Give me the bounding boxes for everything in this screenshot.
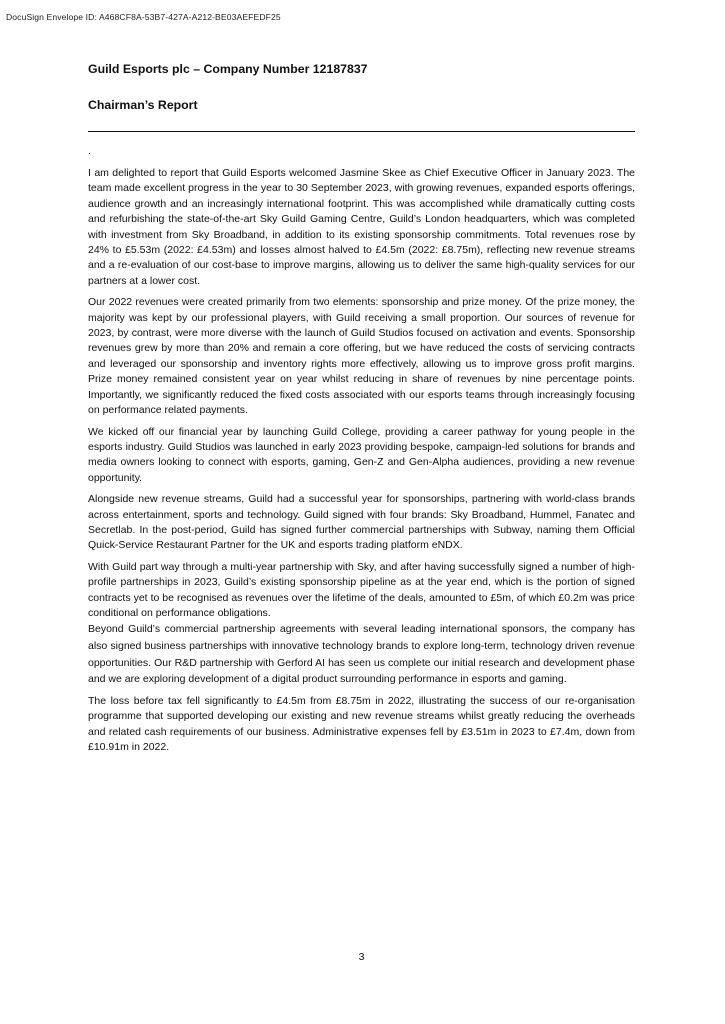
paragraph-revenues: Our 2022 revenues were created primarily from two elements: sponsorship and prize money. Of the prize money, the majority was kept by our professional players, with Guild receiving a small proportion. Our sources of revenue for 2023, by contrast, were more diverse with the launch of Guild Studios focused on activation and events. Sponsorship revenues grew by more than 20% and remain a core offering, but we have reduced the costs of servicing contracts and leveraged our sponsorship and inventory rights more effectively, allowing us to improve gross profit margins. Prize money remained consistent year on year whilst reducing in share of revenues by nine percentage points. Importantly, we significantly reduced the fixed costs associated with our esports teams through increasingly focusing on performance related payments. bbox=[88, 296, 635, 417]
company-heading: Guild Esports plc – Company Number 12187837 bbox=[88, 62, 368, 76]
divider-rule bbox=[88, 131, 635, 132]
paragraph-sponsorships: Alongside new revenue streams, Guild had a successful year for sponsorships, partnering with world-class brands across entertainment, sports and technology. Guild signed with four brands: Sky Broadband, Hummel, Fanatec and Secretlab. In the post-period, Guild has signed further commercial partnerships with Subway, naming them Official Quick-Service Restaurant Partner for the UK and esports trading platform eNDX. bbox=[88, 493, 635, 552]
paragraph-loss-before-tax: The loss before tax fell significantly to £4.5m from £8.75m in 2022, illustrating the success of our re-organisation programme that supported developing our existing and new revenue streams whilst greatly reducing the overheads and related cash requirements of our business. Administrative expenses fell by £3.51m in 2023 to £7.4m, down from £10.91m in 2022. bbox=[88, 694, 635, 753]
report-title: Chairman’s Report bbox=[88, 98, 198, 112]
paragraph-sky-partnership: With Guild part way through a multi-year partnership with Sky, and after having successfully signed a number of high-profile partnerships in 2023, Guild’s existing sponsorship pipeline as at the year end, which is the portion of signed contracts yet to be recognised as revenues over the lifetime of the deals, amounted to £5m, of which £0.2m was price conditional on performance obligations. bbox=[88, 560, 635, 619]
paragraph-guild-college: We kicked off our financial year by launching Guild College, providing a career pathway for young people in the esports industry. Guild Studios was launched in early 2023 providing bespoke, campaign-led solutions for brands and media owners looking to connect with esports, gaming, Gen-Z and Gen-Alpha audiences, providing a new revenue opportunity. bbox=[88, 425, 635, 484]
page-number: 3 bbox=[358, 951, 365, 963]
stray-dot: . bbox=[88, 146, 91, 157]
paragraph-technology-partnerships: Beyond Guild’s commercial partnership agreements with several leading international sponsors, the company has also signed business partnerships with innovative technology brands to explore long-term, technology driven revenue opportunities. Our R&D partnership with Gerford AI has seen us complete our initial research and development phase and we are exploring development of a digital product surrounding performance in esports and gaming. bbox=[88, 623, 635, 686]
report-body bbox=[88, 166, 635, 755]
paragraph-intro: I am delighted to report that Guild Esports welcomed Jasmine Skee as Chief Executive Officer in January 2023. The team made excellent progress in the year to 30 September 2023, with growing revenues, expanded esports offerings, audience growth and an increasingly international footprint. This was accomplished while dramatically cutting costs and refurbishing the state-of-the-art Sky Guild Gaming Centre, Guild’s London headquarters, which was completed with investment from Sky Broadband, in addition to its existing sponsorship commitments. Total revenues rose by 24% to £5.53m (2022: £4.53m) and losses almost halved to £4.5m (2022: £8.75m), reflecting new revenue streams and a re-evaluation of our cost-base to improve margins, allowing us to deliver the same high-quality services for our partners at a lower cost. bbox=[88, 167, 635, 287]
docusign-envelope-id: DocuSign Envelope ID: A468CF8A-53B7-427A-A212-BE03AEFEDF25 bbox=[6, 12, 281, 22]
